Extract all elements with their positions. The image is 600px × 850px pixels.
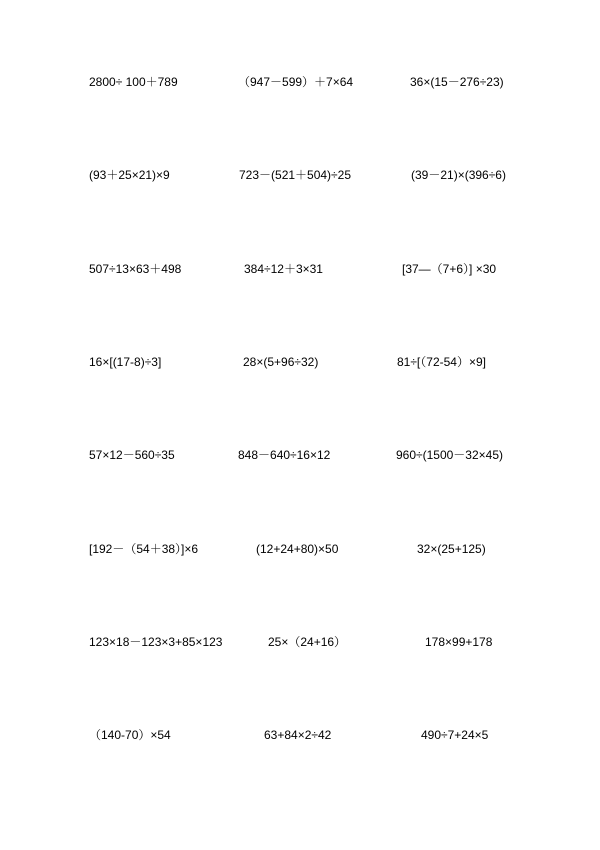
problem-row: [0, 727, 600, 747]
math-expression: 384÷12＋3×31: [244, 262, 323, 276]
problem-row: [0, 634, 600, 654]
math-expression: 2800÷ 100＋789: [89, 75, 178, 89]
math-expression: 28×(5+96÷32): [243, 355, 319, 369]
math-expression: 507÷13×63＋498: [89, 262, 182, 276]
math-expression: 960÷(1500－32×45): [396, 448, 503, 462]
math-expression: 25×（24+16）: [268, 635, 347, 649]
math-expression: 490÷7+24×5: [421, 728, 489, 742]
math-expression: [192－（54＋38）]×6: [89, 542, 199, 556]
math-expression: 63+84×2÷42: [264, 728, 332, 742]
problem-row: [0, 447, 600, 467]
math-expression: 848－640÷16×12: [238, 448, 331, 462]
problem-row: [0, 541, 600, 561]
math-expression: 81÷[（72-54）×9]: [397, 355, 486, 369]
problem-row: [0, 261, 600, 281]
problem-row: [0, 74, 600, 94]
math-expression: (12+24+80)×50: [256, 542, 339, 556]
math-expression: [37—（7+6）] ×30: [402, 262, 497, 276]
math-expression: (93＋25×21)×9: [89, 168, 170, 182]
math-expression: 123×18－123×3+85×123: [89, 635, 223, 649]
math-expression: 36×(15－276÷23): [410, 75, 504, 89]
math-expression: 32×(25+125): [417, 542, 486, 556]
math-expression: 178×99+178: [425, 635, 493, 649]
problem-row: [0, 167, 600, 187]
math-expression: 16×[(17-8)÷3]: [89, 355, 162, 369]
math-expression: （140-70）×54: [89, 728, 171, 742]
math-expression: 57×12－560÷35: [89, 448, 175, 462]
problem-row: [0, 354, 600, 374]
math-expression: （947－599）＋7×64: [238, 75, 354, 89]
math-expression: (39－21)×(396÷6): [411, 168, 506, 182]
math-expression: 723－(521＋504)÷25: [239, 168, 351, 182]
